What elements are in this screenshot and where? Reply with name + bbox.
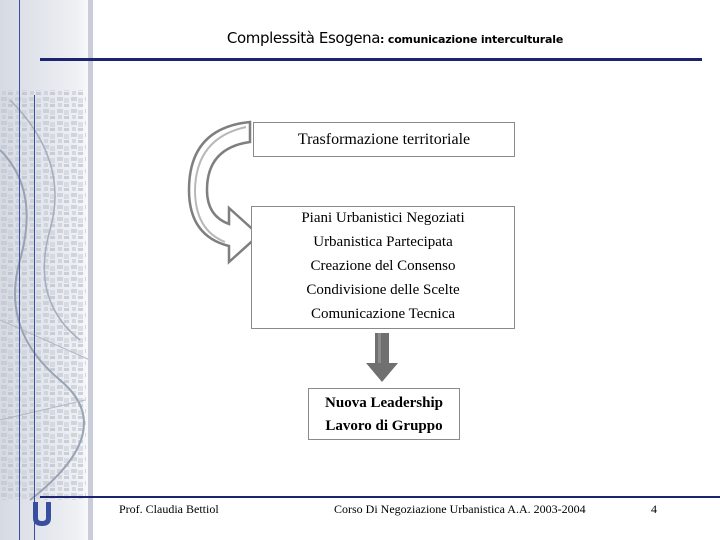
title-main: Complessità Esogena: [226, 29, 381, 47]
footer-author: Prof. Claudia Bettiol: [119, 502, 219, 516]
practice-item: Condivisione delle Scelte: [306, 282, 460, 298]
practices-box: [251, 206, 515, 329]
map-texture-image: [0, 0, 96, 540]
footer-rule: [40, 496, 720, 498]
down-arrow-icon: [366, 333, 398, 388]
page-number: 4: [651, 502, 657, 516]
university-logo: [30, 500, 54, 533]
outcome-box: [308, 388, 460, 440]
decorative-vertical-line: [34, 95, 35, 540]
transformation-label: Trasformazione territoriale: [297, 131, 471, 148]
transformation-box: [253, 122, 515, 157]
title-underline: [40, 58, 702, 61]
decorative-vertical-line: [19, 0, 20, 540]
decorative-vertical-bar: [88, 0, 93, 540]
practice-item: Piani Urbanistici Negoziati: [301, 210, 465, 226]
title-subtitle: : comunicazione interculturale: [380, 33, 564, 46]
outcome-item: Nuova Leadership: [325, 395, 443, 411]
map-background-strip: [0, 0, 96, 540]
practice-item: Comunicazione Tecnica: [310, 306, 456, 322]
practice-item: Urbanistica Partecipata: [313, 234, 453, 250]
slide-title: [0, 28, 720, 47]
practice-item: Creazione del Consenso: [310, 258, 456, 274]
footer-course: Corso Di Negoziazione Urbanistica A.A. 2003-2004: [334, 502, 586, 516]
outcome-item: Lavoro di Gruppo: [325, 418, 443, 434]
